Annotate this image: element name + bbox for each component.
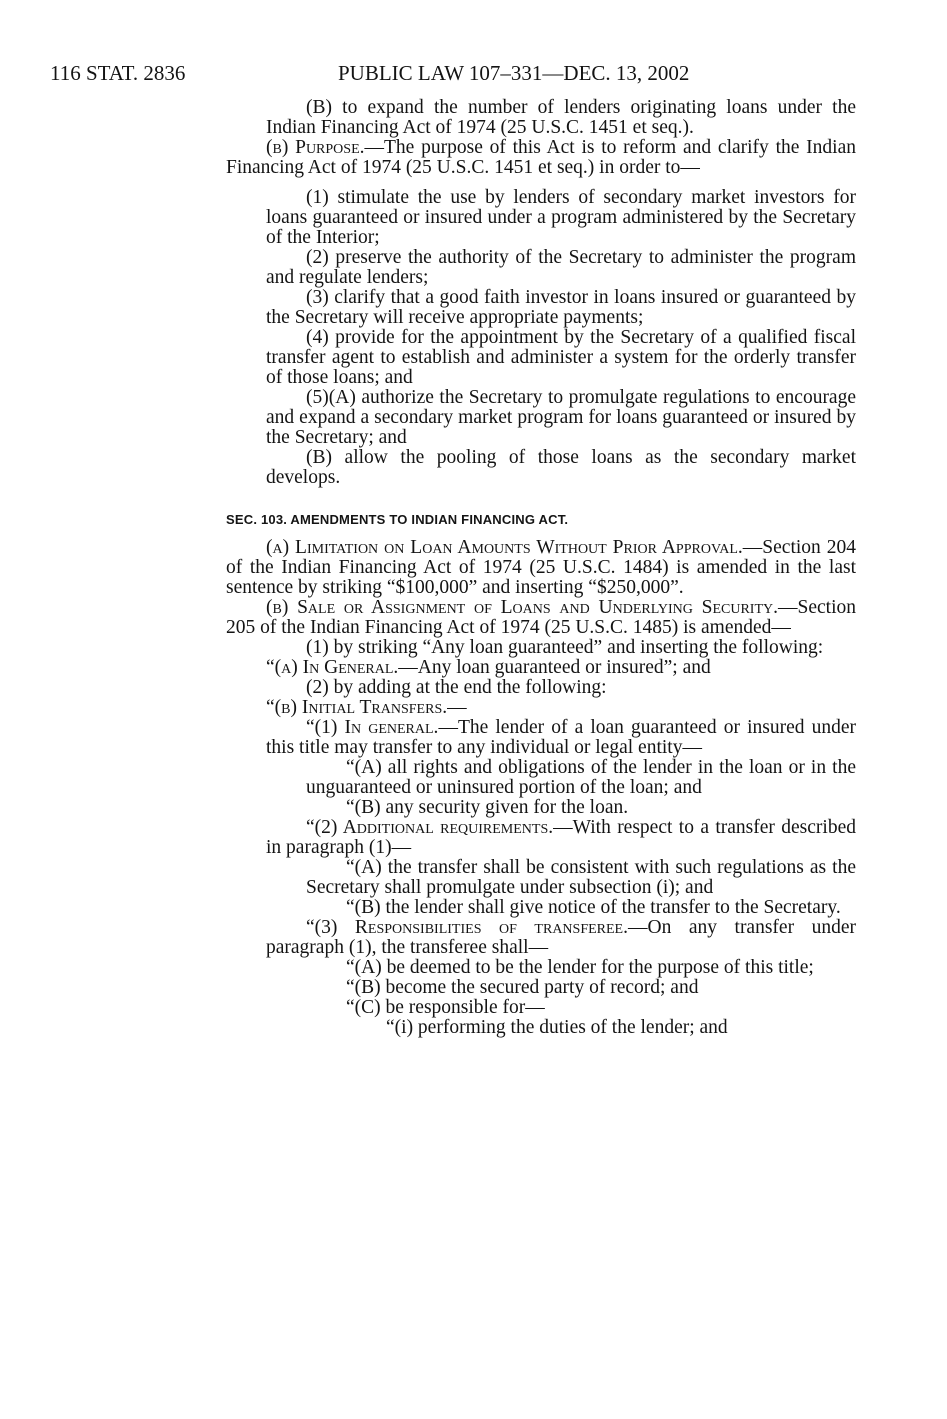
paragraph-2-additional <box>226 818 856 858</box>
subsection-a <box>226 538 856 598</box>
amended-b-text: — <box>447 697 467 718</box>
amended-b-heading: “(b) Initial Transfers. <box>266 697 448 718</box>
amendment-item-2: (2) by adding at the end the following: <box>306 677 607 698</box>
paragraph-1-text: —The lender of a loan guaranteed or insured under this title may transfer to any individual or legal entity— <box>266 717 856 758</box>
paragraph-1-in-general <box>226 718 856 758</box>
amended-a-text: —Any loan guaranteed or insured”; and <box>398 657 711 678</box>
paragraph-3-clause-i: “(i) performing the duties of the lender; and <box>386 1017 728 1038</box>
purpose-item-5a: (5)(A) authorize the Secretary to promulgate regulations to encourage and expand a secondary market program for loans guaranteed or insured by the Secretary; and <box>266 387 856 448</box>
public-law-title: PUBLIC LAW 107–331—DEC. 13, 2002 <box>338 61 690 85</box>
section-heading: SEC. 103. AMENDMENTS TO INDIAN FINANCING ACT. <box>226 512 569 527</box>
stat-page-number: 116 STAT. 2836 <box>50 61 186 85</box>
paragraph-3-responsibilities <box>226 918 856 958</box>
paragraph-1-subpara-b: “(B) any security given for the loan. <box>346 797 629 818</box>
purpose-item-2: (2) preserve the authority of the Secretary to administer the program and regulate lenders; <box>266 247 856 288</box>
purpose-item-3: (3) clarify that a good faith investor in loans insured or guaranteed by the Secretary will receive appropriate payments; <box>266 287 856 328</box>
paragraph-3-subpara-b: “(B) become the secured party of record; and <box>346 977 699 998</box>
subsection-b-text: —Section 205 of the Indian Financing Act of 1974 (25 U.S.C. 1485) is amended— <box>226 597 856 638</box>
statute-body <box>226 98 856 1038</box>
purpose-item-5b: (B) allow the pooling of those loans as the secondary market develops. <box>266 447 856 488</box>
amended-subsection-a <box>226 658 856 678</box>
paragraph-3-subpara-a: “(A) be deemed to be the lender for the purpose of this title; <box>346 957 814 978</box>
paragraph-2-subpara-a: “(A) the transfer shall be consistent with such regulations as the Secretary shall promulgate under subsection (i); and <box>306 857 856 898</box>
paragraph-3-subpara-c: “(C) be responsible for— <box>346 997 545 1018</box>
amended-a-heading: “(a) In General. <box>266 657 399 678</box>
subsection-a-heading: (a) Limitation on Loan Amounts Without Prior Approval. <box>266 537 743 558</box>
paragraph-1-heading: “(1) In general. <box>306 717 439 738</box>
paragraph-2-subpara-b: “(B) the lender shall give notice of the transfer to the Secretary. <box>346 897 841 918</box>
purpose-heading: (b) Purpose. <box>266 137 365 158</box>
page-header <box>0 58 947 88</box>
paragraph-expand-lenders: (B) to expand the number of lenders originating loans under the Indian Financing Act of 1974 (25 U.S.C. 1451 et seq.). <box>266 97 856 138</box>
subsection-b <box>226 598 856 638</box>
purpose-item-4: (4) provide for the appointment by the Secretary of a qualified fiscal transfer agent to establish and administer a system for the orderly transfer of those loans; and <box>266 327 856 388</box>
paragraph-2-heading: “(2) Additional requirements. <box>306 817 554 838</box>
purpose-item-1: (1) stimulate the use by lenders of secondary market investors for loans guaranteed or insured under a program administered by the Secretary of the Interior; <box>266 187 856 248</box>
amended-subsection-b <box>226 698 856 718</box>
paragraph-2-text: —With respect to a transfer described in paragraph (1)— <box>266 817 856 858</box>
paragraph-1-subpara-a: “(A) all rights and obligations of the lender in the loan or in the unguaranteed or uninsured portion of the loan; and <box>306 757 856 798</box>
subsection-a-text: —Section 204 of the Indian Financing Act of 1974 (25 U.S.C. 1484) is amended in the last sentence by striking “$100,000” and inserting “$250,000”. <box>226 537 856 598</box>
paragraph-3-heading: “(3) Responsibilities of transferee. <box>306 917 628 938</box>
amendment-item-1: (1) by striking “Any loan guaranteed” and inserting the following: <box>306 637 824 658</box>
purpose-text: —The purpose of this Act is to reform and clarify the Indian Financing Act of 1974 (25 U.S.C. 1451 et seq.) in order to— <box>226 137 856 178</box>
subsection-b-heading: (b) Sale or Assignment of Loans and Underlying Security. <box>266 597 778 618</box>
paragraph-3-text: —On any transfer under paragraph (1), the transferee shall— <box>266 917 856 958</box>
purpose-subsection <box>226 138 856 178</box>
